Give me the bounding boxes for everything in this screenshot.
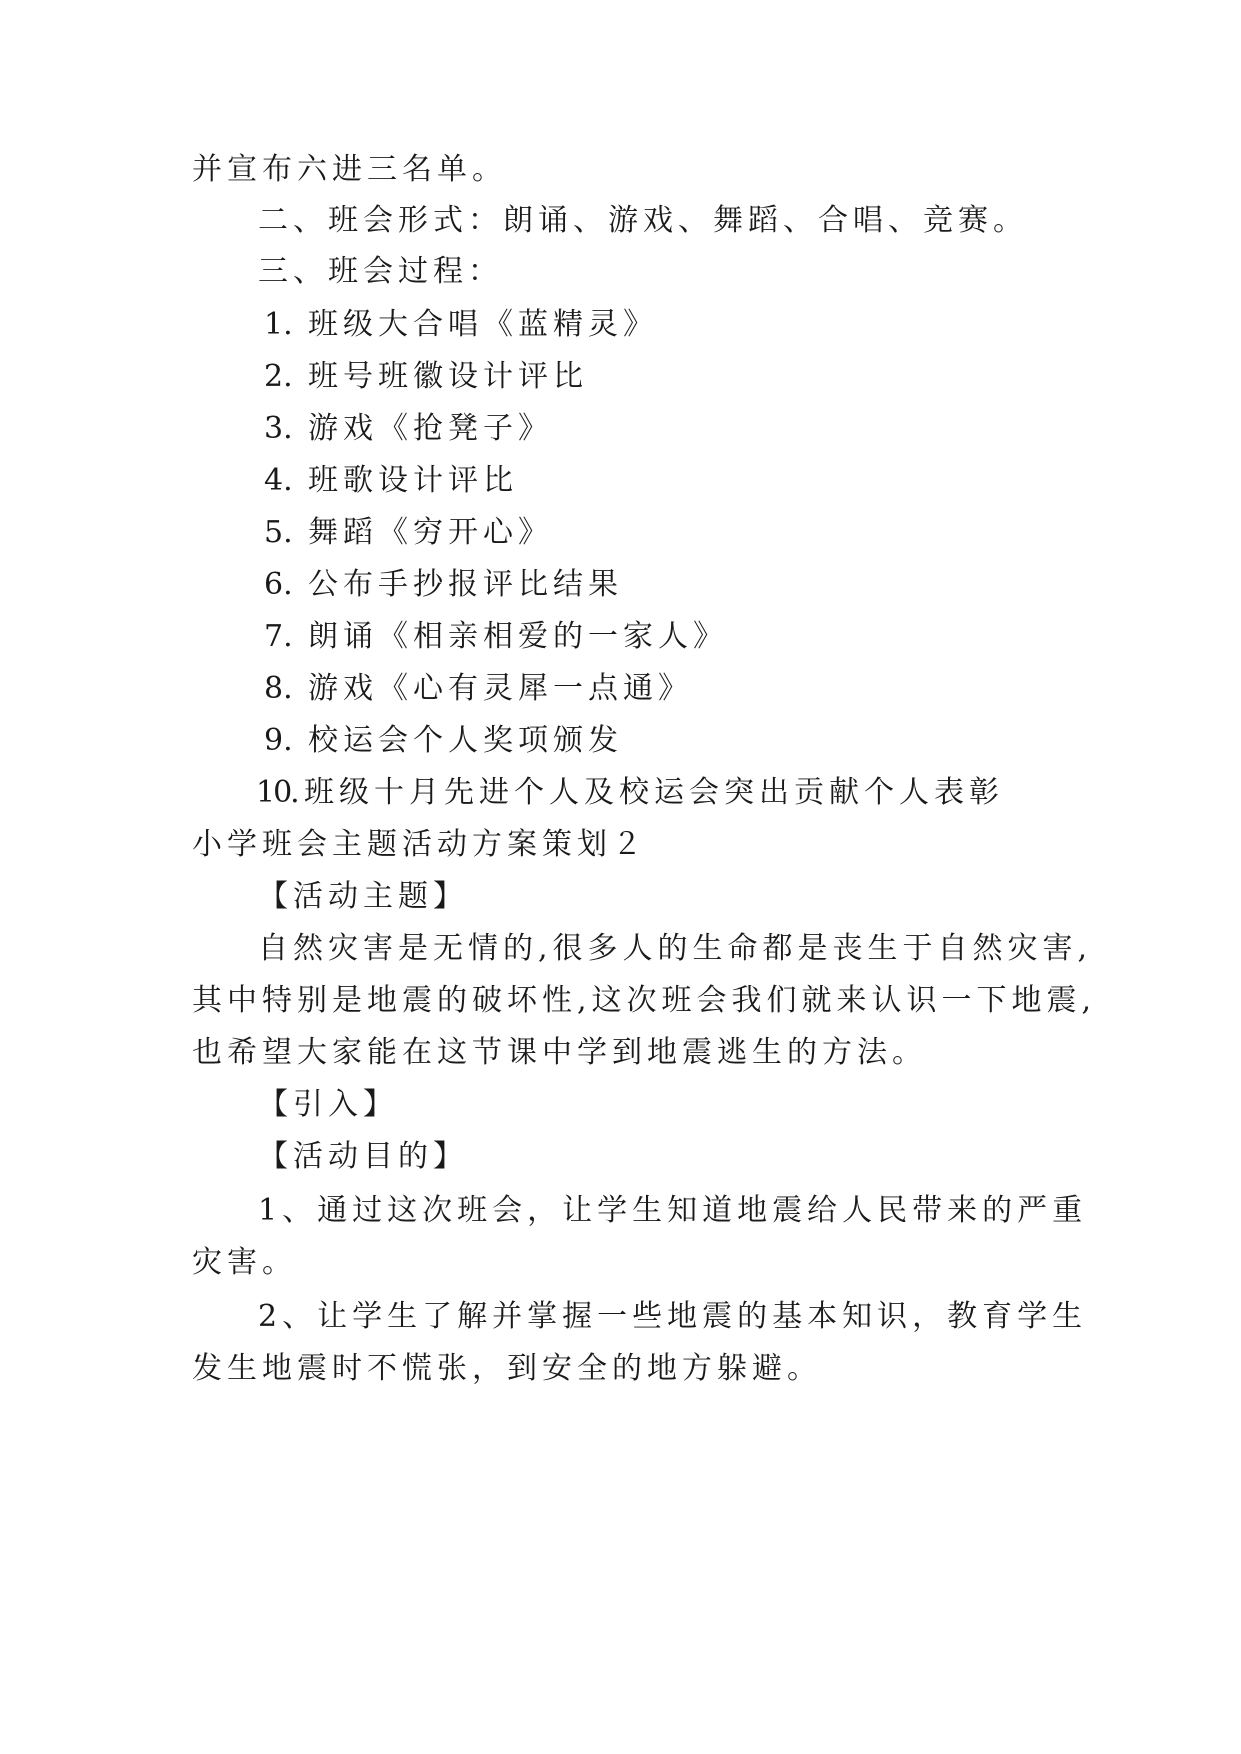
list-item-number: 5. [264,515,293,550]
text-line: 并宣布六进三名单。 [192,152,507,187]
purpose-heading: 【活动目的】 [258,1139,468,1174]
list-item-text: 班号班徽设计评比 [308,359,588,394]
list-item [264,409,1144,449]
purpose-item-line: 发生地震时不慌张，到安全的地方躲避。 [192,1351,822,1386]
list-item-number: 8. [264,671,293,706]
list-item-text: 朗诵《相亲相爱的一家人》 [308,619,728,654]
purpose-item-line: 1、通过这次班会，让学生知道地震给人民带来的严重 [258,1193,1088,1228]
list-item [264,357,1144,397]
list-item-text: 游戏《抢凳子》 [308,411,553,446]
purpose-item-line: 2、让学生了解并掌握一些地震的基本知识，教育学生 [258,1299,1088,1334]
list-item [264,513,1144,553]
list-item-number: 3. [264,411,293,446]
list-item [264,669,1144,709]
intro-heading: 【引入】 [258,1087,398,1122]
list-item-number: 6. [264,567,293,602]
theme-body-line: 也希望大家能在这节课中学到地震逃生的方法。 [192,1035,927,1070]
list-item-number: 7. [264,619,293,654]
theme-body-line: 其中特别是地震的破坏性,这次班会我们就来认识一下地震, [192,983,1097,1018]
purpose-item-line: 灾害。 [192,1245,297,1280]
list-item-text: 公布手抄报评比结果 [308,567,623,602]
list-item-text: 班歌设计评比 [308,463,518,498]
list-item [264,565,1144,605]
section-title: 小学班会主题活动方案策划２ [192,827,647,862]
list-item [256,773,1136,813]
list-item-number: 1. [264,307,293,342]
list-item [264,461,1144,501]
list-item-text: 班级十月先进个人及校运会突出贡献个人表彰 [304,775,1004,810]
list-item [264,617,1144,657]
list-item-number: 4. [264,463,293,498]
list-item-text: 校运会个人奖项颁发 [308,723,623,758]
list-item-text: 班级大合唱《蓝精灵》 [308,307,658,342]
class-process-heading: 三、班会过程： [258,254,503,289]
class-format-line: 二、班会形式：朗诵、游戏、舞蹈、合唱、竞赛。 [258,203,1028,238]
list-item-text: 舞蹈《穷开心》 [308,515,553,550]
list-item [264,305,1144,345]
theme-body-line: 自然灾害是无情的,很多人的生命都是丧生于自然灾害, [258,931,1093,966]
list-item-text: 游戏《心有灵犀一点通》 [308,671,693,706]
list-item-number: 10. [256,775,298,810]
list-item-number: 2. [264,359,293,394]
theme-heading: 【活动主题】 [258,879,468,914]
list-item-number: 9. [264,723,293,758]
list-item [264,721,1144,761]
